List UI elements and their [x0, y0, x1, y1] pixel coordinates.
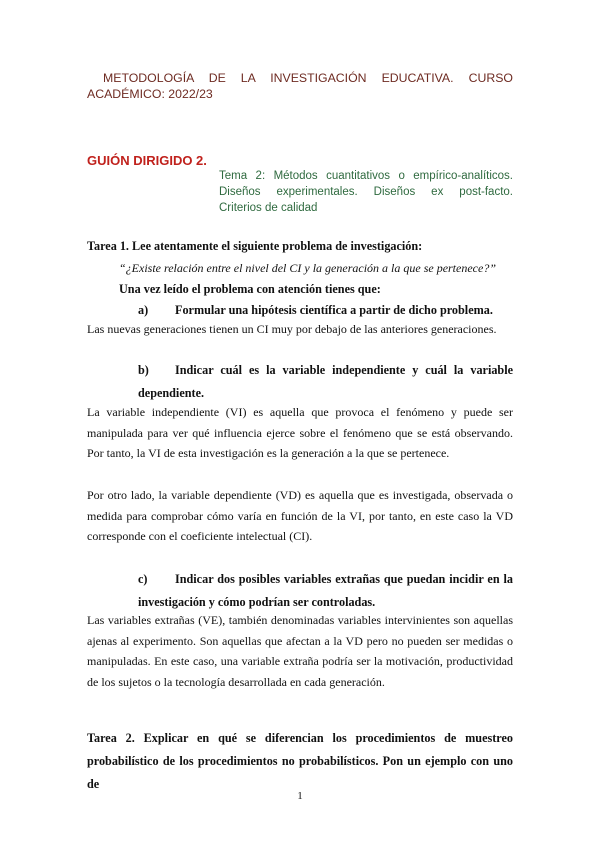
item-a-answer: Las nuevas generaciones tienen un CI muy por debajo de las anteriores generaciones.: [87, 322, 497, 336]
tarea2-line-1: Tarea 2. Explicar en qué se diferencian los procedimientos de muestreo: [87, 731, 513, 745]
item-b-label: b): [138, 363, 149, 377]
tarea2-line-2: probabilístico de los procedimientos no probabilísticos. Pon un ejemplo con uno de: [87, 754, 513, 791]
item-b-text: Indicar cuál es la variable independiente y cuál la variable dependiente.: [138, 363, 513, 400]
tema-line-2: Diseños experimentales. Diseños ex post-facto.: [219, 186, 513, 198]
item-b-answer-2: Por otro lado, la variable dependiente (VD) es aquella que es investigada, observada o medida para comprobar cómo varía en función de la VI, por tanto, en este caso la VD corresponde con el coeficiente intelectual (CI).: [87, 488, 513, 543]
course-title-line-2: ACADÉMICO: 2022/23: [87, 87, 213, 101]
course-header: [87, 70, 513, 102]
item-b-answer-1: La variable independiente (VI) es aquella que provoca el fenómeno y puede ser manipulada para ver qué influencia ejerce sobre el fenómeno que se está observando. Por tanto, la VI de esta investigación es la generación a la que se pertenece.: [87, 405, 513, 460]
item-c-text: Indicar dos posibles variables extrañas que puedan incidir en la investigación y cómo podrían ser controladas.: [138, 572, 513, 609]
research-question: “¿Existe relación entre el nivel del CI y la generación a la que se pertenece?”: [119, 261, 496, 275]
item-b: [138, 359, 513, 405]
tarea1-title: Tarea 1. Lee atentamente el siguiente problema de investigación:: [87, 239, 423, 253]
page-number: 1: [297, 790, 303, 802]
item-c: [138, 568, 513, 614]
tarea2-title: [87, 727, 513, 796]
item-c-answer: Las variables extrañas (VE), también denominadas variables intervinientes son aquellas ajenas al experimento. Son aquellas que afectan a la VD pero no pueden ser medidas o manipuladas. En este caso, una variable extraña podría ser la motivación, productividad de los sujetos o la tecnología desarrollada en cada generación.: [87, 613, 513, 689]
item-c-label: c): [138, 572, 148, 586]
tema-subtitle: [219, 168, 513, 216]
task-intro: Una vez leído el problema con atención tienes que:: [119, 282, 381, 296]
tema-line-1: Tema 2: Métodos cuantitativos o empírico-analíticos.: [219, 170, 513, 182]
tema-line-3: Criterios de calidad: [219, 202, 318, 214]
course-title-line-1: METODOLOGÍA DE LA INVESTIGACIÓN EDUCATIVA. CURSO: [103, 71, 513, 85]
item-a-label: a): [138, 303, 149, 317]
item-a-text: Formular una hipótesis científica a partir de dicho problema.: [175, 303, 493, 317]
guion-title: GUIÓN DIRIGIDO 2.: [87, 153, 207, 168]
